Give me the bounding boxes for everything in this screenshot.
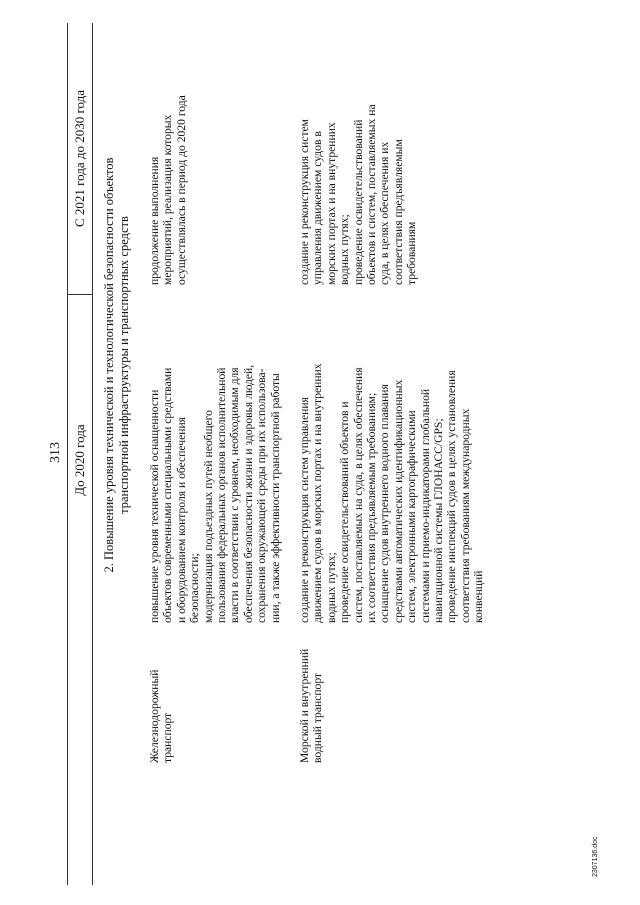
table-top-rule	[67, 23, 68, 885]
text-line: создание и реконструкция систем	[298, 118, 311, 285]
text-line: повышение уровня технической оснащенности	[148, 389, 161, 623]
measures-2021-2030	[298, 23, 419, 285]
text-line: безопасности;	[188, 553, 202, 623]
text-line: их соответствия предъявляемым требованиям;	[365, 392, 379, 623]
text-line: объектов современными специальными средствами	[161, 367, 175, 623]
text-line: пользования федеральных органов исполнительной	[215, 367, 229, 623]
text-line: систем, поставляемых на суда, в целях обеспечения	[351, 367, 365, 623]
footer-filename: 2307136.doc	[592, 836, 599, 877]
text-line: навигационной системы ГЛОНАСС/GPS;	[432, 418, 446, 623]
text-line: сохранения окружающей среды при их использова-	[255, 368, 269, 623]
text-line: суда, в целях обеспечения их	[378, 141, 392, 285]
text-line: нии, а также эффективности транспортной работы	[268, 373, 282, 623]
text-line: соответствия требованиям международных	[458, 408, 472, 623]
text-line: создание и реконструкция систем управления	[298, 397, 311, 623]
text-line: оснащение судов внутреннего водного плавания	[378, 384, 392, 623]
section-title-line: транспортной инфраструктуры и транспортных средств	[117, 216, 131, 514]
mode-line: транспорт	[161, 712, 175, 763]
measures-2021-2030	[148, 23, 188, 285]
text-line: осуществлялась в период до 2020 года	[174, 95, 188, 285]
text-line: системами и приемо-индикаторами глобальной	[418, 388, 432, 623]
text-line: водных путях;	[324, 552, 338, 623]
header-2021-2030: С 2021 года до 2030 года	[72, 89, 87, 228]
text-line: систем, электронными картографическими	[405, 410, 419, 623]
text-line: мероприятий, реализация которых	[161, 114, 175, 285]
text-line: движением судов в морских портах и на внутренних	[311, 363, 325, 623]
text-line: требованиям	[405, 221, 419, 285]
section-title	[102, 65, 132, 665]
text-line: продолжение выполнения	[148, 156, 161, 285]
text-line: и оборудованием контроля и обеспечения	[174, 417, 188, 623]
text-line: средствами автоматических идентификационных	[391, 379, 405, 623]
row-mode-label	[148, 633, 175, 763]
text-line: проведение инспекций судов в целях установления	[445, 370, 459, 623]
text-line: водных путях;	[338, 214, 352, 285]
text-line: власти в соответствии с уровнем, необходимым для	[228, 367, 242, 623]
text-line: морских портах и на внутренних	[324, 122, 338, 285]
mode-line: Морской и внутренний	[298, 648, 311, 763]
header-until-2020: До 2020 года	[72, 424, 87, 496]
text-line: обеспечения безопасности жизни и здоровья людей,	[241, 364, 255, 623]
text-line: объектов и систем, поставляемых на	[365, 104, 379, 285]
measures-until-2020	[298, 297, 486, 623]
text-line: конвенций	[472, 570, 486, 623]
text-line: соответствия предъявляемым	[391, 139, 405, 285]
header-bottom-rule	[92, 23, 93, 885]
text-line: проведение освидетельствований	[351, 119, 365, 285]
mode-line: Железнодорожный	[148, 669, 161, 763]
text-line: управления движением судов в	[311, 131, 325, 285]
mode-line: водный транспорт	[311, 672, 325, 763]
row-mode-label	[298, 633, 325, 763]
text-line: модернизация подъездных путей необщего	[201, 410, 215, 623]
text-line: проведение освидетельствований объектов и	[338, 401, 352, 623]
page-number: 313	[48, 442, 63, 463]
section-title-line: 2. Повышение уровня технической и технологической безопасности объектов	[102, 157, 116, 573]
measures-until-2020	[148, 297, 282, 623]
